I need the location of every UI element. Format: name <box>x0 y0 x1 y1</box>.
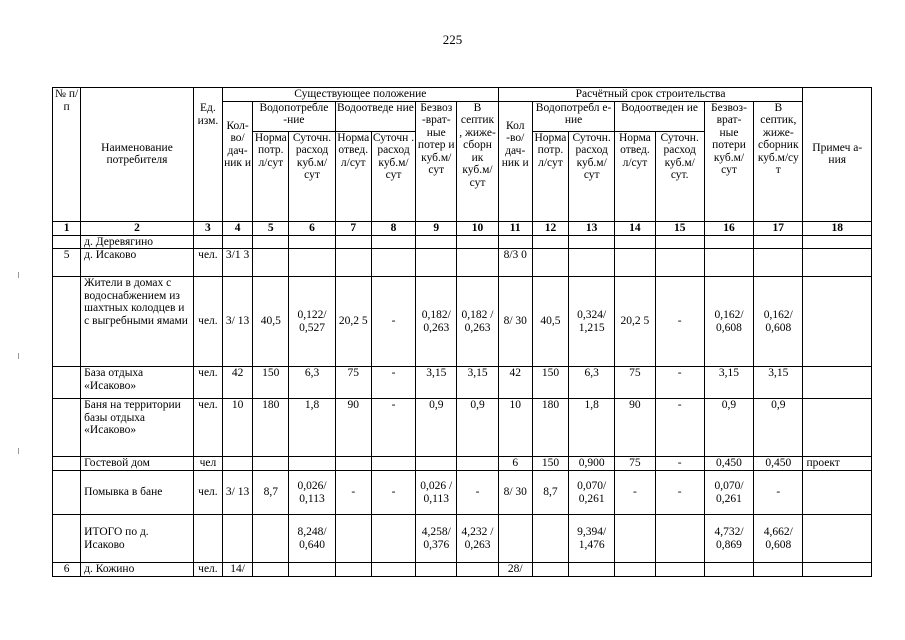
table-cell <box>704 563 753 577</box>
consumer-name-cell: д. Деревягино <box>81 235 194 249</box>
table-cell <box>498 515 532 563</box>
table-cell: 42 <box>498 367 532 399</box>
table-cell: - <box>655 457 704 471</box>
table-cell: 180 <box>532 399 568 457</box>
table-cell <box>53 399 81 457</box>
table-cell <box>416 457 457 471</box>
table-cell: 150 <box>532 457 568 471</box>
table-cell <box>371 235 415 249</box>
table-cell <box>457 563 498 577</box>
table-cell <box>655 515 704 563</box>
table-cell: 0,182/ 0,263 <box>416 277 457 367</box>
header-ds-drain-daily: Суточн. расход куб.м/ сут. <box>655 131 704 221</box>
table-cell: 75 <box>615 457 655 471</box>
table-cell <box>754 563 803 577</box>
consumer-name-cell: д. Исаково <box>81 249 194 277</box>
table-cell <box>498 235 532 249</box>
table-cell: 10 <box>223 399 253 457</box>
table-cell: 20,2 5 <box>335 277 371 367</box>
table-cell: 20,2 5 <box>615 277 655 367</box>
table-cell <box>335 457 371 471</box>
table-cell: 6 <box>498 457 532 471</box>
table-cell: 0,450 <box>704 457 753 471</box>
table-cell: 8,7 <box>253 471 289 515</box>
header-no: № п/п <box>53 88 81 222</box>
table-cell: 0,9 <box>704 399 753 457</box>
column-number: 18 <box>803 221 872 235</box>
column-number: 3 <box>193 221 222 235</box>
table-cell <box>569 249 615 277</box>
table-cell: чел. <box>193 277 222 367</box>
table-cell <box>803 399 872 457</box>
table-cell: - <box>655 399 704 457</box>
page-number: 225 <box>442 32 463 47</box>
margin-tick <box>18 448 19 454</box>
table-cell: 5 <box>53 249 81 277</box>
table-cell <box>754 249 803 277</box>
table-cell <box>289 563 335 577</box>
header-ex-septic: В септик , жиже-сборн ик куб.м/ сут <box>457 101 498 221</box>
table-cell: 90 <box>615 399 655 457</box>
table-cell <box>253 457 289 471</box>
table-cell: 3,15 <box>704 367 753 399</box>
table-cell: 9,394/ 1,476 <box>569 515 615 563</box>
header-ds-loss: Безвоз- врат- ные потери куб.м/ сут <box>704 101 753 221</box>
consumer-name-cell: ИТОГО по д. Исаково <box>81 515 194 563</box>
table-cell <box>53 235 81 249</box>
table-cell: - <box>371 399 415 457</box>
table-cell: 8/ 30 <box>498 277 532 367</box>
column-number: 7 <box>335 221 371 235</box>
table-cell: - <box>335 471 371 515</box>
consumer-name-cell: д. Кожино <box>81 563 194 577</box>
table-cell <box>655 249 704 277</box>
table-cell: чел. <box>193 367 222 399</box>
column-number: 12 <box>532 221 568 235</box>
table-cell: 75 <box>335 367 371 399</box>
water-consumption-table <box>52 87 872 577</box>
header-ds-count: Кол -во/ дач- ник и <box>498 101 532 221</box>
table-cell: 3,15 <box>416 367 457 399</box>
table-cell: - <box>655 367 704 399</box>
table-cell <box>704 249 753 277</box>
table-row <box>53 515 872 563</box>
table-cell <box>289 457 335 471</box>
table-cell: 1,8 <box>289 399 335 457</box>
table-row <box>53 249 872 277</box>
column-number: 13 <box>569 221 615 235</box>
table-row <box>53 457 872 471</box>
table-cell <box>335 563 371 577</box>
table-cell: 4,662/ 0,608 <box>754 515 803 563</box>
header-design: Расчётный срок строительства <box>498 88 803 102</box>
table-cell: 6,3 <box>569 367 615 399</box>
table-cell <box>253 235 289 249</box>
table-cell <box>223 235 253 249</box>
table-cell: 0,070/ 0,261 <box>569 471 615 515</box>
table-cell: 8/ 30 <box>498 471 532 515</box>
table-cell <box>615 235 655 249</box>
table-row <box>53 563 872 577</box>
column-number: 15 <box>655 221 704 235</box>
header-ex-water: Водопотребле -ние <box>253 101 335 131</box>
table-cell: 0,9 <box>754 399 803 457</box>
table-cell <box>532 235 568 249</box>
table-cell: 180 <box>253 399 289 457</box>
table-cell: - <box>655 471 704 515</box>
table-cell <box>223 457 253 471</box>
table-cell: 40,5 <box>253 277 289 367</box>
table-cell: 3,15 <box>457 367 498 399</box>
table-cell <box>289 235 335 249</box>
table-cell: 14/ <box>223 563 253 577</box>
consumer-name-cell: Баня на территории базы отдыха «Исаково» <box>81 399 194 457</box>
table-cell <box>416 249 457 277</box>
header-ex-count: Кол-во/ дач-ник и <box>223 101 253 221</box>
table-cell <box>615 249 655 277</box>
table-cell <box>371 563 415 577</box>
table-cell <box>371 515 415 563</box>
table-cell: 0,324/ 1,215 <box>569 277 615 367</box>
table-cell <box>803 563 872 577</box>
table-cell <box>532 249 568 277</box>
table-cell: - <box>371 277 415 367</box>
table-cell: 10 <box>498 399 532 457</box>
table-cell <box>416 235 457 249</box>
table-cell: 0,450 <box>754 457 803 471</box>
table-cell: 0,070/ 0,261 <box>704 471 753 515</box>
table-row <box>53 235 872 249</box>
table-cell <box>253 563 289 577</box>
table-cell: 90 <box>335 399 371 457</box>
margin-tick <box>18 272 19 278</box>
consumer-name-cell: Жители в домах с водоснабжением из шахтных колодцев и с выгребными ямами <box>81 277 194 367</box>
header-ds-drain: Водоотведен ие <box>615 101 705 131</box>
consumer-name-cell: Гостевой дом <box>81 457 194 471</box>
table-cell <box>532 563 568 577</box>
table-cell <box>803 235 872 249</box>
table-cell: 1,8 <box>569 399 615 457</box>
table-cell: 6 <box>53 563 81 577</box>
table-cell <box>335 235 371 249</box>
table-cell <box>371 249 415 277</box>
table-cell <box>655 235 704 249</box>
table-row <box>53 277 872 367</box>
table-cell: 6,3 <box>289 367 335 399</box>
table-cell: 4,232 / 0,263 <box>457 515 498 563</box>
table-cell: 75 <box>615 367 655 399</box>
table-cell: 0,122/ 0,527 <box>289 277 335 367</box>
table-cell <box>704 235 753 249</box>
table-cell <box>371 457 415 471</box>
column-number: 2 <box>81 221 194 235</box>
table-cell: 0,026/ 0,113 <box>289 471 335 515</box>
table-cell: 0,162/ 0,608 <box>754 277 803 367</box>
header-ex-drain: Водоотведе ние <box>335 101 415 131</box>
table-cell <box>803 515 872 563</box>
table-cell <box>335 249 371 277</box>
table-cell: 0,900 <box>569 457 615 471</box>
column-number: 1 <box>53 221 81 235</box>
column-number: 5 <box>253 221 289 235</box>
table-cell <box>803 249 872 277</box>
table-cell <box>803 277 872 367</box>
table-cell: 3/ 13 <box>223 471 253 515</box>
table-cell: 150 <box>253 367 289 399</box>
table-cell: 3/1 3 <box>223 249 253 277</box>
table-cell: - <box>371 367 415 399</box>
header-ex-drain-norm: Норма отвед. л/сут <box>335 131 371 221</box>
table-cell: чел. <box>193 563 222 577</box>
table-cell <box>53 471 81 515</box>
table-cell <box>754 235 803 249</box>
header-ex-water-daily: Суточн. расход куб.м/ сут <box>289 131 335 221</box>
table-cell: проект <box>803 457 872 471</box>
table-cell: 3/ 13 <box>223 277 253 367</box>
table-cell <box>457 235 498 249</box>
table-cell: 4,258/ 0,376 <box>416 515 457 563</box>
consumer-name-cell: Помывка в бане <box>81 471 194 515</box>
header-ds-drain-norm: Норма отвед. л/сут <box>615 131 655 221</box>
table-cell <box>615 515 655 563</box>
column-number: 17 <box>754 221 803 235</box>
column-number: 16 <box>704 221 753 235</box>
column-number: 8 <box>371 221 415 235</box>
table-cell <box>569 563 615 577</box>
table-cell: - <box>371 471 415 515</box>
table-cell: 0,9 <box>457 399 498 457</box>
table-cell <box>803 367 872 399</box>
table-cell <box>253 249 289 277</box>
table-cell: 0,9 <box>416 399 457 457</box>
table-cell <box>803 471 872 515</box>
table-row <box>53 367 872 399</box>
table-cell <box>53 515 81 563</box>
column-number: 4 <box>223 221 253 235</box>
margin-tick <box>18 353 19 359</box>
header-ex-drain-daily: Суточн . расход куб.м/ сут <box>371 131 415 221</box>
table-cell: 150 <box>532 367 568 399</box>
table-cell <box>53 277 81 367</box>
consumer-name-cell: База отдыха «Исаково» <box>81 367 194 399</box>
header-name: Наименование потребителя <box>81 88 194 222</box>
column-number: 10 <box>457 221 498 235</box>
table-cell <box>457 249 498 277</box>
table-cell <box>569 235 615 249</box>
header-note: Примеч а-ния <box>803 88 872 222</box>
table-cell <box>253 515 289 563</box>
table-row <box>53 399 872 457</box>
table-cell <box>53 457 81 471</box>
column-number: 9 <box>416 221 457 235</box>
table-cell: - <box>457 471 498 515</box>
header-ds-water-norm: Норма потр. л/сут <box>532 131 568 221</box>
table-cell <box>532 515 568 563</box>
table-cell: 0,182 / 0,263 <box>457 277 498 367</box>
table-cell <box>193 235 222 249</box>
column-number: 14 <box>615 221 655 235</box>
table-cell: чел <box>193 457 222 471</box>
table-cell: - <box>615 471 655 515</box>
header-ex-water-norm: Норма потр. л/сут <box>253 131 289 221</box>
table-cell: 4,732/ 0,869 <box>704 515 753 563</box>
table-cell <box>416 563 457 577</box>
table-cell: 0,026 / 0,113 <box>416 471 457 515</box>
table-row <box>53 471 872 515</box>
table-cell <box>223 515 253 563</box>
table-cell <box>655 563 704 577</box>
header-existing: Существующее положение <box>223 88 499 102</box>
table-cell <box>615 563 655 577</box>
table-cell: чел. <box>193 399 222 457</box>
table-cell <box>193 515 222 563</box>
table-cell: 40,5 <box>532 277 568 367</box>
table-cell: 28/ <box>498 563 532 577</box>
table-cell: чел. <box>193 471 222 515</box>
table-cell <box>457 457 498 471</box>
header-ds-water-daily: Суточн. расход куб.м/ сут <box>569 131 615 221</box>
table-cell: 8/3 0 <box>498 249 532 277</box>
header-ds-septic: В септик, жиже- сборник куб.м/су т <box>754 101 803 221</box>
table-cell: 8,248/ 0,640 <box>289 515 335 563</box>
table-cell: 0,162/ 0,608 <box>704 277 753 367</box>
table-cell <box>335 515 371 563</box>
table-cell: 3,15 <box>754 367 803 399</box>
table-cell: 8,7 <box>532 471 568 515</box>
header-ds-water: Водопотребл е-ние <box>532 101 614 131</box>
header-ex-loss: Безвоз -врат-ные потер и куб.м/ сут <box>416 101 457 221</box>
table-cell: чел. <box>193 249 222 277</box>
column-number: 6 <box>289 221 335 235</box>
table-cell: - <box>655 277 704 367</box>
column-number: 11 <box>498 221 532 235</box>
table-cell: - <box>754 471 803 515</box>
header-unit: Ед. изм. <box>193 88 222 222</box>
table-cell: 42 <box>223 367 253 399</box>
table-cell <box>289 249 335 277</box>
table-cell <box>53 367 81 399</box>
column-number-row <box>53 221 872 235</box>
